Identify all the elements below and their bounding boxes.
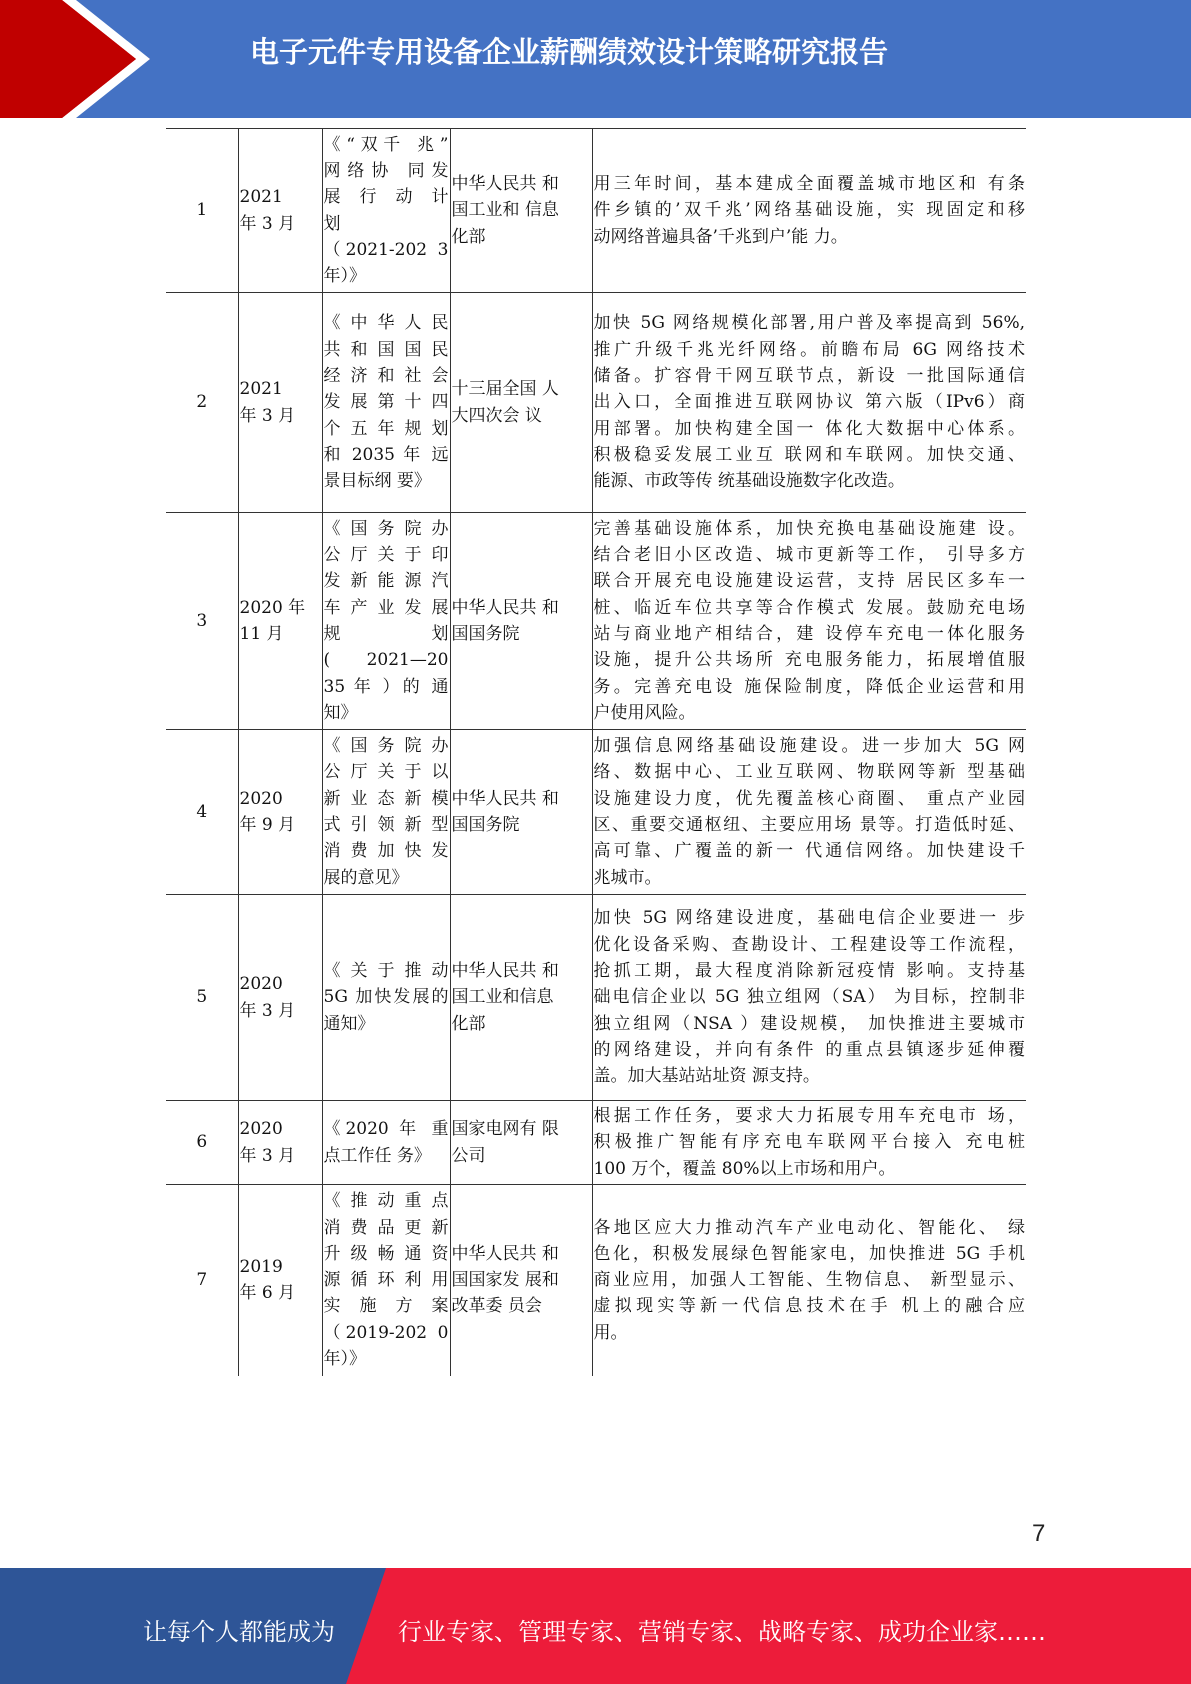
table-row: [166, 513, 1026, 730]
document-name-cell-line: 展 行 动 计: [323, 187, 449, 208]
document-name-cell-line: 《“双千 兆”: [323, 134, 449, 155]
content-cell-line: 独立组网（NSA ）建设规模， 加快推进主要城市: [593, 1013, 1025, 1034]
page-header: [0, 0, 1191, 118]
issuer-cell: [450, 1101, 592, 1185]
policy-table: [166, 128, 1026, 1376]
document-name-cell-line: 公厅关于印: [323, 545, 449, 566]
footer-slogan-left: 让每个人都能成为: [143, 1618, 335, 1646]
document-name-cell-line: 景目标纲 要》: [323, 471, 431, 492]
issuer-cell-line: 国工业和 信息: [451, 200, 559, 221]
date-cell: [238, 513, 322, 730]
document-name-cell-line: （2019-202 0: [323, 1322, 449, 1343]
document-name-cell-line: 升级畅通资: [323, 1243, 449, 1264]
document-name-cell-line: 《国务院办: [323, 518, 449, 539]
content-cell-line: 能源、市政等传 统基础设施数字化改造。: [593, 471, 905, 492]
row-number: 2: [166, 293, 238, 513]
date-cell: [238, 129, 322, 293]
issuer-cell-line: 国工业和信息: [451, 987, 554, 1008]
issuer-cell: [450, 513, 592, 730]
document-name-cell: [322, 129, 450, 293]
issuer-cell-line: 大四次会 议: [451, 405, 542, 426]
document-name-cell-line: 《国务院办: [323, 736, 449, 757]
issuer-cell-line: 化部: [451, 226, 486, 247]
header-red-chevron-inner: [0, 0, 140, 118]
document-name-cell-line: 公厅关于以: [323, 762, 449, 783]
content-cell-line: 联合开展充电设施建设运营，支持 居民区多车一: [593, 571, 1025, 592]
document-name-cell: [322, 513, 450, 730]
content-cell: [592, 895, 1026, 1101]
content-cell-line: 的网络建设，并向有条件 的重点县镇逐步延伸覆: [593, 1039, 1025, 1060]
document-name-cell-line: 规 划: [323, 624, 449, 644]
issuer-cell-line: 国国务院: [451, 624, 520, 644]
document-name-cell-line: 年）》: [323, 1348, 366, 1369]
table-row: [166, 1185, 1026, 1376]
document-name-cell: [322, 1185, 450, 1376]
content-cell-line: 结合老旧小区改造、城市更新等工作， 引导多方: [593, 545, 1025, 566]
document-name-cell-line: 个五年规划: [323, 418, 449, 439]
document-name-cell-line: 实 施 方 案: [323, 1296, 449, 1317]
content-cell-line: 户使用风险。: [593, 702, 696, 723]
content-cell-line: 积极推广智能有序充电车联网平台接入 充电桩: [593, 1132, 1025, 1153]
content-cell: [592, 513, 1026, 730]
date-cell-line: 年 6 月: [239, 1283, 296, 1304]
date-cell: [238, 293, 322, 513]
table-row: [166, 129, 1026, 293]
document-name-cell-line: 消费品更新: [323, 1217, 449, 1238]
row-number: 6: [166, 1101, 238, 1185]
document-name-cell-line: 展的意见》: [323, 867, 409, 888]
issuer-cell-line: 国国务院: [451, 815, 520, 835]
content-cell-line: 加强信息网络基础设施建设。进一步加大 5G 网: [593, 736, 1025, 757]
issuer-cell-line: 十三届全国 人: [451, 379, 559, 400]
content-cell-line: 优化设备采购、查勘设计、工程建设等工作流程，: [593, 934, 1025, 955]
document-name-cell-line: 和 2035 年 远: [323, 444, 449, 465]
document-name-cell-line: 划: [323, 213, 341, 234]
date-cell-line: 年 3 月: [239, 405, 296, 426]
content-cell-line: 出入口，全面推进互联网协议 第六版（IPv6）商: [593, 392, 1025, 413]
table-row: [166, 730, 1026, 895]
content-cell-line: 加快 5G 网络规模化部署,用户普及率提高到 56%,: [593, 313, 1025, 334]
document-name-cell-line: 《推动重点: [323, 1191, 449, 1212]
content-cell-line: 件乡镇的’双千兆’网络基础设施，实 现固定和移: [593, 200, 1025, 221]
issuer-cell: [450, 730, 592, 895]
date-cell-line: 2020: [239, 1119, 283, 1140]
issuer-cell-line: 公司: [451, 1145, 486, 1166]
content-cell-line: 用部署。加快构建全国一 体化大数据中心体系。: [593, 418, 1025, 439]
content-cell-line: 盖。加大基站站址资 源支持。: [593, 1066, 820, 1087]
content-cell-line: 商业应用，加强人工智能、生物信息、 新型显示、: [593, 1270, 1025, 1291]
issuer-cell-line: 中华人民共 和: [451, 961, 559, 982]
content-cell-line: 础电信企业以 5G 独立组网（SA） 为目标，控制非: [593, 987, 1025, 1008]
document-name-cell: [322, 293, 450, 513]
content-cell: [592, 129, 1026, 293]
document-name-cell-line: 《2020 年 重: [323, 1119, 449, 1140]
date-cell: [238, 1185, 322, 1376]
content-cell-line: 各地区应大力推动汽车产业电动化、智能化、 绿: [593, 1217, 1025, 1238]
date-cell-line: 2020: [239, 974, 283, 995]
document-name-cell: [322, 730, 450, 895]
document-name-cell-line: 发新能源汽: [323, 571, 449, 592]
issuer-cell-line: 中华人民共 和: [451, 597, 559, 618]
issuer-cell-line: 国家电网有 限: [451, 1119, 559, 1140]
table-row: [166, 1101, 1026, 1185]
content-cell-line: 动网络普遍具备’千兆到户’能 力。: [593, 226, 848, 247]
issuer-cell-line: 中华人民共 和: [451, 788, 559, 809]
document-name-cell-line: 式引领新型: [323, 815, 449, 835]
document-name-cell-line: 年）》: [323, 266, 366, 287]
row-number: 3: [166, 513, 238, 730]
row-number: 1: [166, 129, 238, 293]
content-cell: [592, 1185, 1026, 1376]
content-cell-line: 用三年时间，基本建成全面覆盖城市地区和 有条: [593, 174, 1025, 195]
document-name-cell: [322, 895, 450, 1101]
document-name-cell-line: 车产业发展: [323, 597, 449, 618]
document-name-cell-line: （2021-202 3: [323, 239, 449, 260]
report-title: 电子元件专用设备企业薪酬绩效设计策略研究报告: [250, 35, 889, 69]
content-cell-line: 络、数据中心、工业互联网、物联网等新 型基础: [593, 762, 1025, 783]
document-name-cell-line: ( 2021—20: [323, 650, 449, 671]
content-cell-line: 虚拟现实等新一代信息技术在手 机上的融合应: [593, 1296, 1025, 1317]
issuer-cell-line: 中华人民共 和: [451, 174, 559, 195]
content-cell-line: 100 万个，覆盖 80%以上市场和用户。: [593, 1158, 896, 1179]
content-cell-line: 用。: [593, 1322, 628, 1343]
document-name-cell-line: 35 年 ）的 通: [323, 676, 449, 697]
document-name-cell-line: 源循环利用: [323, 1270, 449, 1291]
content-cell-line: 高可靠、广覆盖的新一 代通信网络。加快建设千: [593, 841, 1025, 862]
content-cell-line: 设施建设力度，优先覆盖核心商圈、 重点产业园: [593, 788, 1025, 809]
document-name-cell-line: 《中华人民: [323, 313, 449, 334]
issuer-cell: [450, 293, 592, 513]
document-name-cell-line: 新业态新模: [323, 788, 449, 809]
content-cell-line: 桩、临近车位共享等合作模式 发展。鼓励充电场: [593, 597, 1025, 618]
footer-slogan-right: 行业专家、管理专家、营销专家、战略专家、成功企业家……: [398, 1618, 1046, 1646]
issuer-cell-line: 国国家发 展和: [451, 1270, 559, 1291]
content-cell-line: 推广升级千兆光纤网络。前瞻布局 6G 网络技术: [593, 339, 1025, 360]
date-cell-line: 2021: [239, 379, 283, 400]
document-name-cell-line: 经济和社会: [323, 366, 449, 387]
content-cell-line: 加快 5G 网络建设进度，基础电信企业要进一 步: [593, 908, 1025, 929]
document-name-cell-line: 知》: [323, 702, 358, 723]
date-cell: [238, 895, 322, 1101]
issuer-cell-line: 改革委 员会: [451, 1296, 542, 1317]
document-name-cell: [322, 1101, 450, 1185]
content-cell-line: 务。完善充电设 施保险制度，降低企业运营和用: [593, 676, 1025, 697]
content-cell: [592, 1101, 1026, 1185]
date-cell: [238, 1101, 322, 1185]
issuer-cell-line: 中华人民共 和: [451, 1243, 559, 1264]
document-name-cell-line: 共和国国民: [323, 339, 449, 360]
content-cell-line: 站与商业地产相结合，建 设停车充电一体化服务: [593, 624, 1025, 644]
issuer-cell: [450, 895, 592, 1101]
content-cell-line: 区、重要交通枢纽、主要应用场 景等。打造低时延、: [593, 815, 1025, 835]
date-cell: [238, 730, 322, 895]
content-cell: [592, 730, 1026, 895]
content-cell-line: 抢抓工期，最大程度消除新冠疫情 影响。支持基: [593, 961, 1025, 982]
table-row: [166, 293, 1026, 513]
issuer-cell-line: 化部: [451, 1013, 486, 1034]
document-name-cell-line: 网络协 同发: [323, 160, 449, 181]
content-cell-line: 积极稳妥发展工业互 联网和车联网。加快交通、: [593, 444, 1025, 465]
issuer-cell: [450, 129, 592, 293]
content-cell-line: 储备。扩容骨干网互联节点，新设 一批国际通信: [593, 366, 1025, 387]
document-name-cell-line: 消费加快发: [323, 841, 449, 862]
date-cell-line: 年 3 月: [239, 1145, 296, 1166]
row-number: 5: [166, 895, 238, 1101]
content-cell-line: 色化，积极发展绿色智能家电，加快推进 5G 手机: [593, 1243, 1025, 1264]
content-cell-line: 设施，提升公共场所 充电服务能力，拓展增值服: [593, 650, 1025, 671]
table-row: [166, 895, 1026, 1101]
date-cell-line: 2020 年: [239, 597, 306, 618]
page-footer: [0, 1568, 1191, 1684]
date-cell-line: 2021: [239, 187, 283, 208]
date-cell-line: 2019: [239, 1256, 283, 1277]
content-cell-line: 兆城市。: [593, 867, 662, 888]
document-name-cell-line: 5G 加快发展的: [323, 987, 449, 1008]
document-name-cell-line: 《关于推动: [323, 961, 449, 982]
date-cell-line: 年 3 月: [239, 1000, 296, 1021]
row-number: 4: [166, 730, 238, 895]
issuer-cell: [450, 1185, 592, 1376]
date-cell-line: 年 9 月: [239, 815, 296, 835]
content-cell-line: 完善基础设施体系，加快充换电基础设施建 设。: [593, 518, 1025, 539]
document-name-cell-line: 点工作任 务》: [323, 1145, 431, 1166]
content-cell-line: 根据工作任务，要求大力拓展专用车充电市 场，: [593, 1106, 1025, 1127]
document-name-cell-line: 发展第十四: [323, 392, 449, 413]
page-number: 7: [1032, 1520, 1046, 1547]
content-cell: [592, 293, 1026, 513]
date-cell-line: 11 月: [239, 624, 284, 644]
row-number: 7: [166, 1185, 238, 1376]
date-cell-line: 年 3 月: [239, 213, 296, 234]
date-cell-line: 2020: [239, 788, 283, 809]
document-name-cell-line: 通知》: [323, 1013, 375, 1034]
